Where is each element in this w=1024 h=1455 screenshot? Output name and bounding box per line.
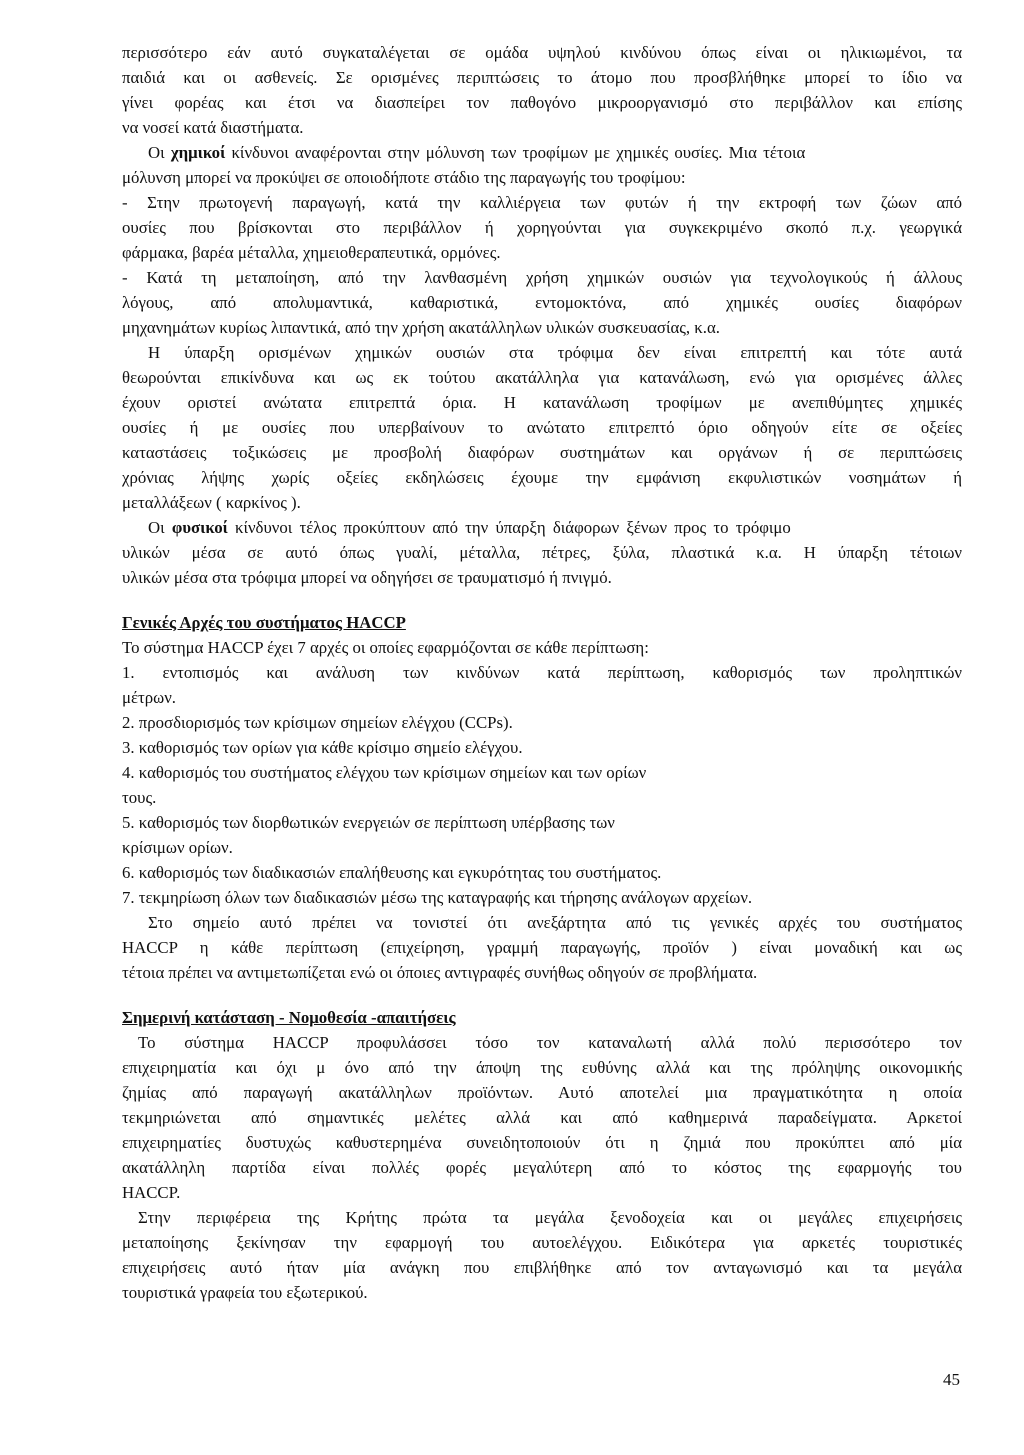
section-heading-haccp-principles: Γενικές Αρχές του συστήματος HACCP (122, 613, 406, 632)
text-line: Το σύστημα HACCP έχει 7 αρχές οι οποίες εφαρμόζονται σε κάθε περίπτωση: (122, 638, 649, 657)
text-line: παιδιά και οι ασθενείς. Σε ορισμένες περιπτώσεις το άτομο που προσβλήθηκε μπορεί το ίδιο να (122, 68, 962, 87)
text-line: τεκμηριώνεται από σημαντικές μελέτες αλλά και από καθημερινά παραδείγματα. Αρκετοί (122, 1108, 962, 1127)
list-item: 3. καθορισμός των ορίων για κάθε κρίσιμο σημείο ελέγχου. (122, 738, 523, 757)
text-line: χρόνιας λήψης χωρίς οξείες εκδηλώσεις έχουμε την εμφάνιση εκφυλιστικών νοσημάτων ή (122, 468, 962, 487)
section-heading-current-status: Σημερινή κατάσταση - Νομοθεσία -απαιτήσεις (122, 1008, 456, 1027)
text-line: ουσίες ή με ουσίες που υπερβαίνουν το ανώτατο επιτρεπτό όριο οδηγούν είτε σε οξείες (122, 418, 962, 437)
text-line: ουσίες που βρίσκονται στο περιβάλλον ή χορηγούνται για συγκεκριμένο σκοπό π.χ. γεωργικά (122, 218, 962, 237)
list-item: 6. καθορισμός των διαδικασιών επαλήθευσης και εγκυρότητας του συστήματος. (122, 863, 662, 882)
text-span: Οι (148, 518, 172, 537)
text-line: ακατάλληλη παρτίδα είναι πολλές φορές μεγαλύτερη από το κόστος της εφαρμογής του (122, 1158, 962, 1177)
text-line: τουριστικά γραφεία του εξωτερικού. (122, 1283, 368, 1302)
list-item: 1. εντοπισμός και ανάλυση των κινδύνων κατά περίπτωση, καθορισμός των προληπτικών (122, 663, 962, 682)
paragraph-physical-hazards (148, 517, 962, 539)
text-line: μεταποίησης ξεκίνησαν την εφαρμογή του αυτοελέγχου. Ειδικότερα για αρκετές τουριστικές (122, 1233, 962, 1252)
text-line: HACCP. (122, 1183, 181, 1202)
text-line: Το σύστημα HACCP προφυλάσσει τόσο τον καταναλωτή αλλά πολύ περισσότερο τον (138, 1033, 962, 1052)
physical-term: φυσικοί (171, 518, 228, 537)
text-line: φάρμακα, βαρέα μέταλλα, χημειοθεραπευτικά, ορμόνες. (122, 243, 501, 262)
text-line: ζημίας από παραγωγή ακατάλληλων προϊόντων. Αυτό αποτελεί μια πραγματικότητα η οποία (122, 1083, 962, 1102)
list-item: 2. προσδιορισμός των κρίσιμων σημείων ελέγχου (CCPs). (122, 713, 513, 732)
text-line: μόλυνση μπορεί να προκύψει σε οποιοδήποτε στάδιο της παραγωγής του τροφίμου: (122, 168, 686, 187)
text-line: καταστάσεις τοξικώσεις με προσβολή διαφόρων συστημάτων και οργάνων ή σε περιπτώσεις (122, 443, 962, 462)
text-line: επιχειρήσεις αυτό ήταν μία ανάγκη που επιβλήθηκε από τον ανταγωνισμό και τα μεγάλα (122, 1258, 962, 1277)
text-line: επιχειρηματία και όχι μ όνο από την άποψη της ευθύνης αλλά και της πρόληψης οικονομικής (122, 1058, 962, 1077)
paragraph-chemical-hazards (148, 142, 962, 164)
list-item: 7. τεκμηρίωση όλων των διαδικασιών μέσω της καταγραφής και τήρησης ανάλογων αρχείων. (122, 888, 753, 907)
text-span: κίνδυνοι αναφέρονται στην μόλυνση των τροφίμων με χημικές ουσίες. Μια τέτοια (225, 143, 806, 162)
page-number: 45 (943, 1370, 960, 1389)
chemical-term: χημικοί (170, 143, 226, 162)
text-line: HACCP η κάθε περίπτωση (επιχείρηση, γραμμή παραγωγής, προϊόν ) είναι μοναδική και ως (122, 938, 962, 957)
text-line: έχουν οριστεί ανώτατα επιτρεπτά όρια. Η κατανάλωση τροφίμων με ανεπιθύμητες χημικές (122, 393, 962, 412)
text-line: θεωρούνται επικίνδυνα και ως εκ τούτου ακατάλληλα για κατανάλωση, ενώ για ορισμένες άλλες (122, 368, 962, 387)
text-line: κρίσιμων ορίων. (122, 838, 233, 857)
text-line: τους. (122, 788, 157, 807)
text-line: λόγους, από απολυμαντικά, καθαριστικά, εντομοκτόνα, από χημικές ουσίες διαφόρων (122, 293, 962, 312)
text-line: υλικών μέσα σε αυτό όπως γυαλί, μέταλλα, πέτρες, ξύλα, πλαστικά κ.α. Η ύπαρξη τέτοιων (122, 543, 962, 562)
text-line: επιχειρηματίες δυστυχώς καθυστερημένα συνειδητοποιούν ότι η ζημιά που προκύπτει από μία (122, 1133, 962, 1152)
list-item: 5. καθορισμός των διορθωτικών ενεργειών σε περίπτωση υπέρβασης των (122, 813, 615, 832)
text-line: να νοσεί κατά διαστήματα. (122, 118, 304, 137)
text-line: μέτρων. (122, 688, 176, 707)
text-line: περισσότερο εάν αυτό συγκαταλέγεται σε ομάδα υψηλού κινδύνου όπως είναι οι ηλικιωμένοι, τα (122, 43, 962, 62)
text-line: υλικών μέσα στα τρόφιμα μπορεί να οδηγήσει σε τραυματισμό ή πνιγμό. (122, 568, 612, 587)
text-line: τέτοια πρέπει να αντιμετωπίζεται ενώ οι όποιες αντιγραφές συνήθως οδηγούν σε προβλήματα. (122, 963, 758, 982)
text-span: Οι (148, 143, 171, 162)
text-line: Στην περιφέρεια της Κρήτης πρώτα τα μεγάλα ξενοδοχεία και οι μεγάλες επιχειρήσεις (138, 1208, 962, 1227)
text-line: Η ύπαρξη ορισμένων χημικών ουσιών στα τρόφιμα δεν είναι επιτρεπτή και τότε αυτά (148, 343, 962, 362)
text-span: κίνδυνοι τέλος προκύπτουν από την ύπαρξη διάφορων ξένων προς το τρόφιμο (227, 518, 791, 537)
text-line: μεταλλάξεων ( καρκίνος ). (122, 493, 301, 512)
list-item: 4. καθορισμός του συστήματος ελέγχου των κρίσιμων σημείων και των ορίων (122, 763, 647, 782)
text-line: Στο σημείο αυτό πρέπει να τονιστεί ότι ανεξάρτητα από τις γενικές αρχές του συστήματος (148, 913, 962, 932)
text-line: - Κατά τη μεταποίηση, από την λανθασμένη χρήση χημικών ουσιών για τεχνολογικούς ή άλλους (122, 268, 962, 287)
text-line: μηχανημάτων κυρίως λιπαντικά, από την χρήση ακατάλληλων υλικών συσκευασίας, κ.α. (122, 318, 720, 337)
text-line: - Στην πρωτογενή παραγωγή, κατά την καλλιέργεια των φυτών ή την εκτροφή των ζώων από (122, 193, 962, 212)
text-line: γίνει φορέας και έτσι να διασπείρει τον παθογόνο μικροοργανισμό στο περιβάλλον και επίσης (122, 93, 962, 112)
